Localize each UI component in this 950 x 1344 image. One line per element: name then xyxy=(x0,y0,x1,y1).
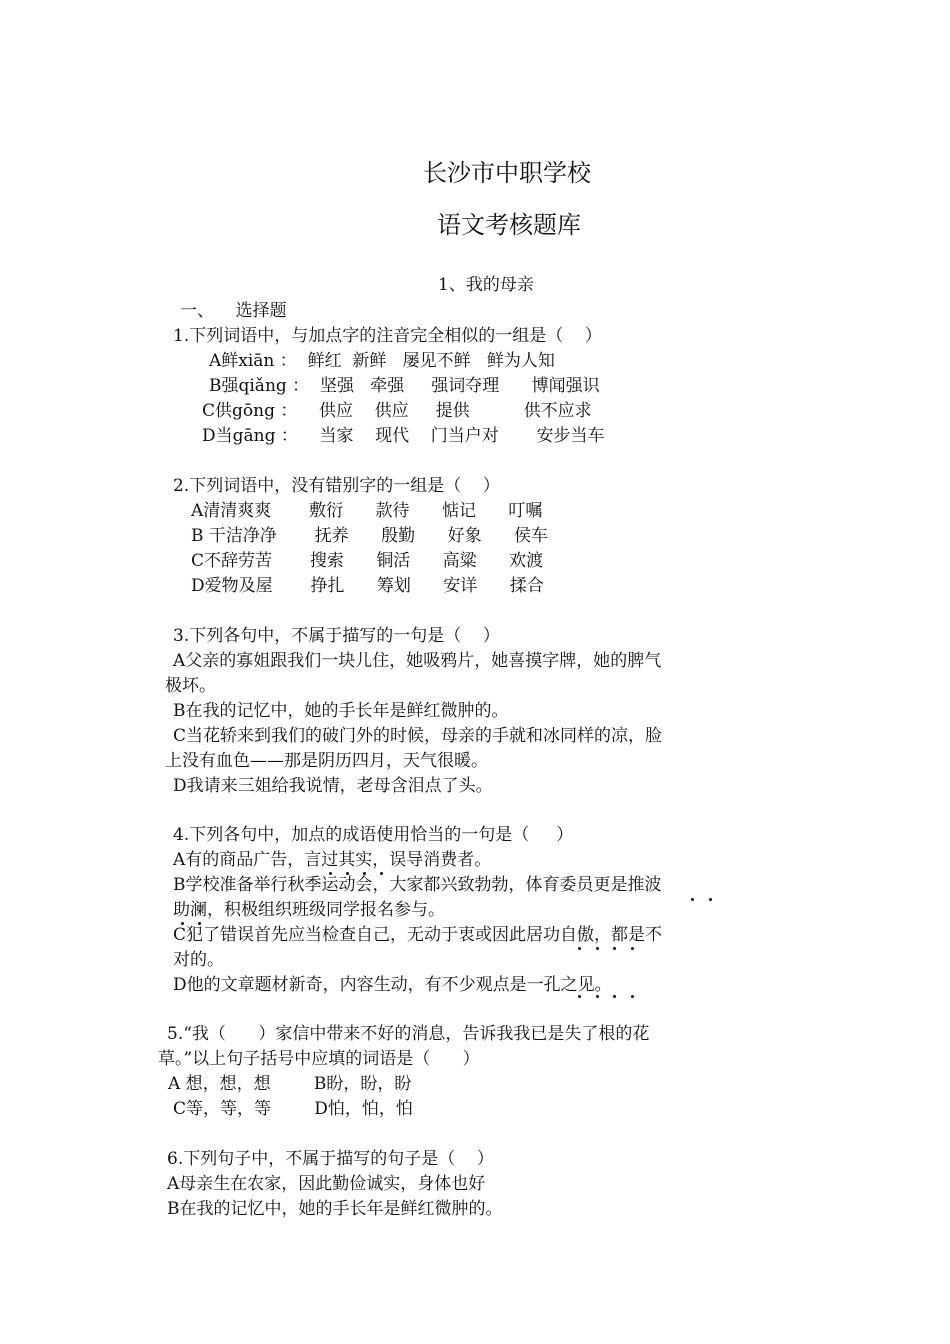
q5-stem-line1: 5.“我（ ）家信中带来不好的消息，告诉我我已是失了根的花 xyxy=(167,1024,650,1044)
q6-stem: 6.下列句子中，不属于描写的句子是（ ） xyxy=(167,1149,494,1169)
q1-option-a: A鲜xiān ： 鲜红 新鲜 屡见不鲜 鲜为人知 xyxy=(209,351,555,371)
q4-option-b-line1: B学校准备举行秋季运动会，大家都兴致勃勃，体育委员更是推波 xyxy=(173,875,662,895)
q5-options-cd: C等，等，等 D怕，怕，怕 xyxy=(173,1099,413,1119)
q5-stem-line2: 草。”以上句子括号中应填的词语是（ ） xyxy=(158,1049,480,1069)
q2-option-d: D爱物及屋 挣扎 筹划 安详 揉合 xyxy=(191,576,544,596)
q4-option-c-line2: 对的。 xyxy=(173,950,224,970)
q3-option-c-line1: C当花轿来到我们的破门外的时候，母亲的手就和冰同样的凉，脸 xyxy=(173,726,663,746)
q2-option-b: B 干洁净净 抚养 殷勤 好象 侯车 xyxy=(191,526,548,546)
q3-option-b: B在我的记忆中，她的手长年是鲜红微肿的。 xyxy=(173,701,509,721)
q3-option-a-line1: A父亲的寡姐跟我们一块儿住，她吸鸦片，她喜摸字牌，她的脾气 xyxy=(173,651,662,671)
q6-option-b: B在我的记忆中，她的手长年是鲜红微肿的。 xyxy=(167,1199,503,1219)
q2-option-c: C不辞劳苦 搜索 铜活 高粱 欢渡 xyxy=(191,551,544,571)
q1-option-c: C供gōng ： 供应 供应 提供 供不应求 xyxy=(202,401,592,421)
section-label: 一、 选择题 xyxy=(180,301,287,321)
q3-option-a-line2: 极坏。 xyxy=(165,676,216,696)
q1-option-d: D当gāng ： 当家 现代 门当户对 安步当车 xyxy=(202,426,605,446)
question-bank-title: 语文考核题库 xyxy=(437,211,581,239)
school-title: 长沙市中职学校 xyxy=(423,159,591,187)
q4-option-a: A有的商品广告，言过其实，误导消费者。 xyxy=(173,850,492,870)
q3-option-d: D我请来三姐给我说情，老母含泪点了头。 xyxy=(173,776,493,796)
q3-option-c-line2: 上没有血色——那是阴历四月，天气很暖。 xyxy=(165,751,488,771)
q4-stem: 4.下列各句中，加点的成语使用恰当的一句是（ ） xyxy=(173,825,574,845)
q1-stem: 1.下列词语中，与加点字的注音完全相似的一组是（ ） xyxy=(173,326,602,346)
q5-options-ab: A 想，想，想 B盼，盼，盼 xyxy=(168,1074,412,1094)
q2-option-a: A清清爽爽 敷衍 款待 惦记 叮嘱 xyxy=(191,501,543,521)
q4-option-d: D他的文章题材新奇，内容生动，有不少观点是一孔之见。 xyxy=(173,975,612,995)
q2-stem: 2.下列词语中，没有错别字的一组是（ ） xyxy=(173,476,500,496)
q4-option-b-line2: 助澜，积极组织班级同学报名参与。 xyxy=(173,900,445,920)
lesson-title: 1、我的母亲 xyxy=(438,275,534,295)
q3-stem: 3.下列各句中，不属于描写的一句是（ ） xyxy=(173,626,500,646)
q4-option-c-line1: C犯了错误首先应当检查自己，无动于衷或因此居功自傲，都是不 xyxy=(173,925,663,945)
q6-option-a: A母亲生在农家，因此勤俭诚实，身体也好 xyxy=(167,1174,486,1194)
q1-option-b: B强qiǎng ： 坚强 牵强 强词夺理 博闻强识 xyxy=(209,376,600,396)
